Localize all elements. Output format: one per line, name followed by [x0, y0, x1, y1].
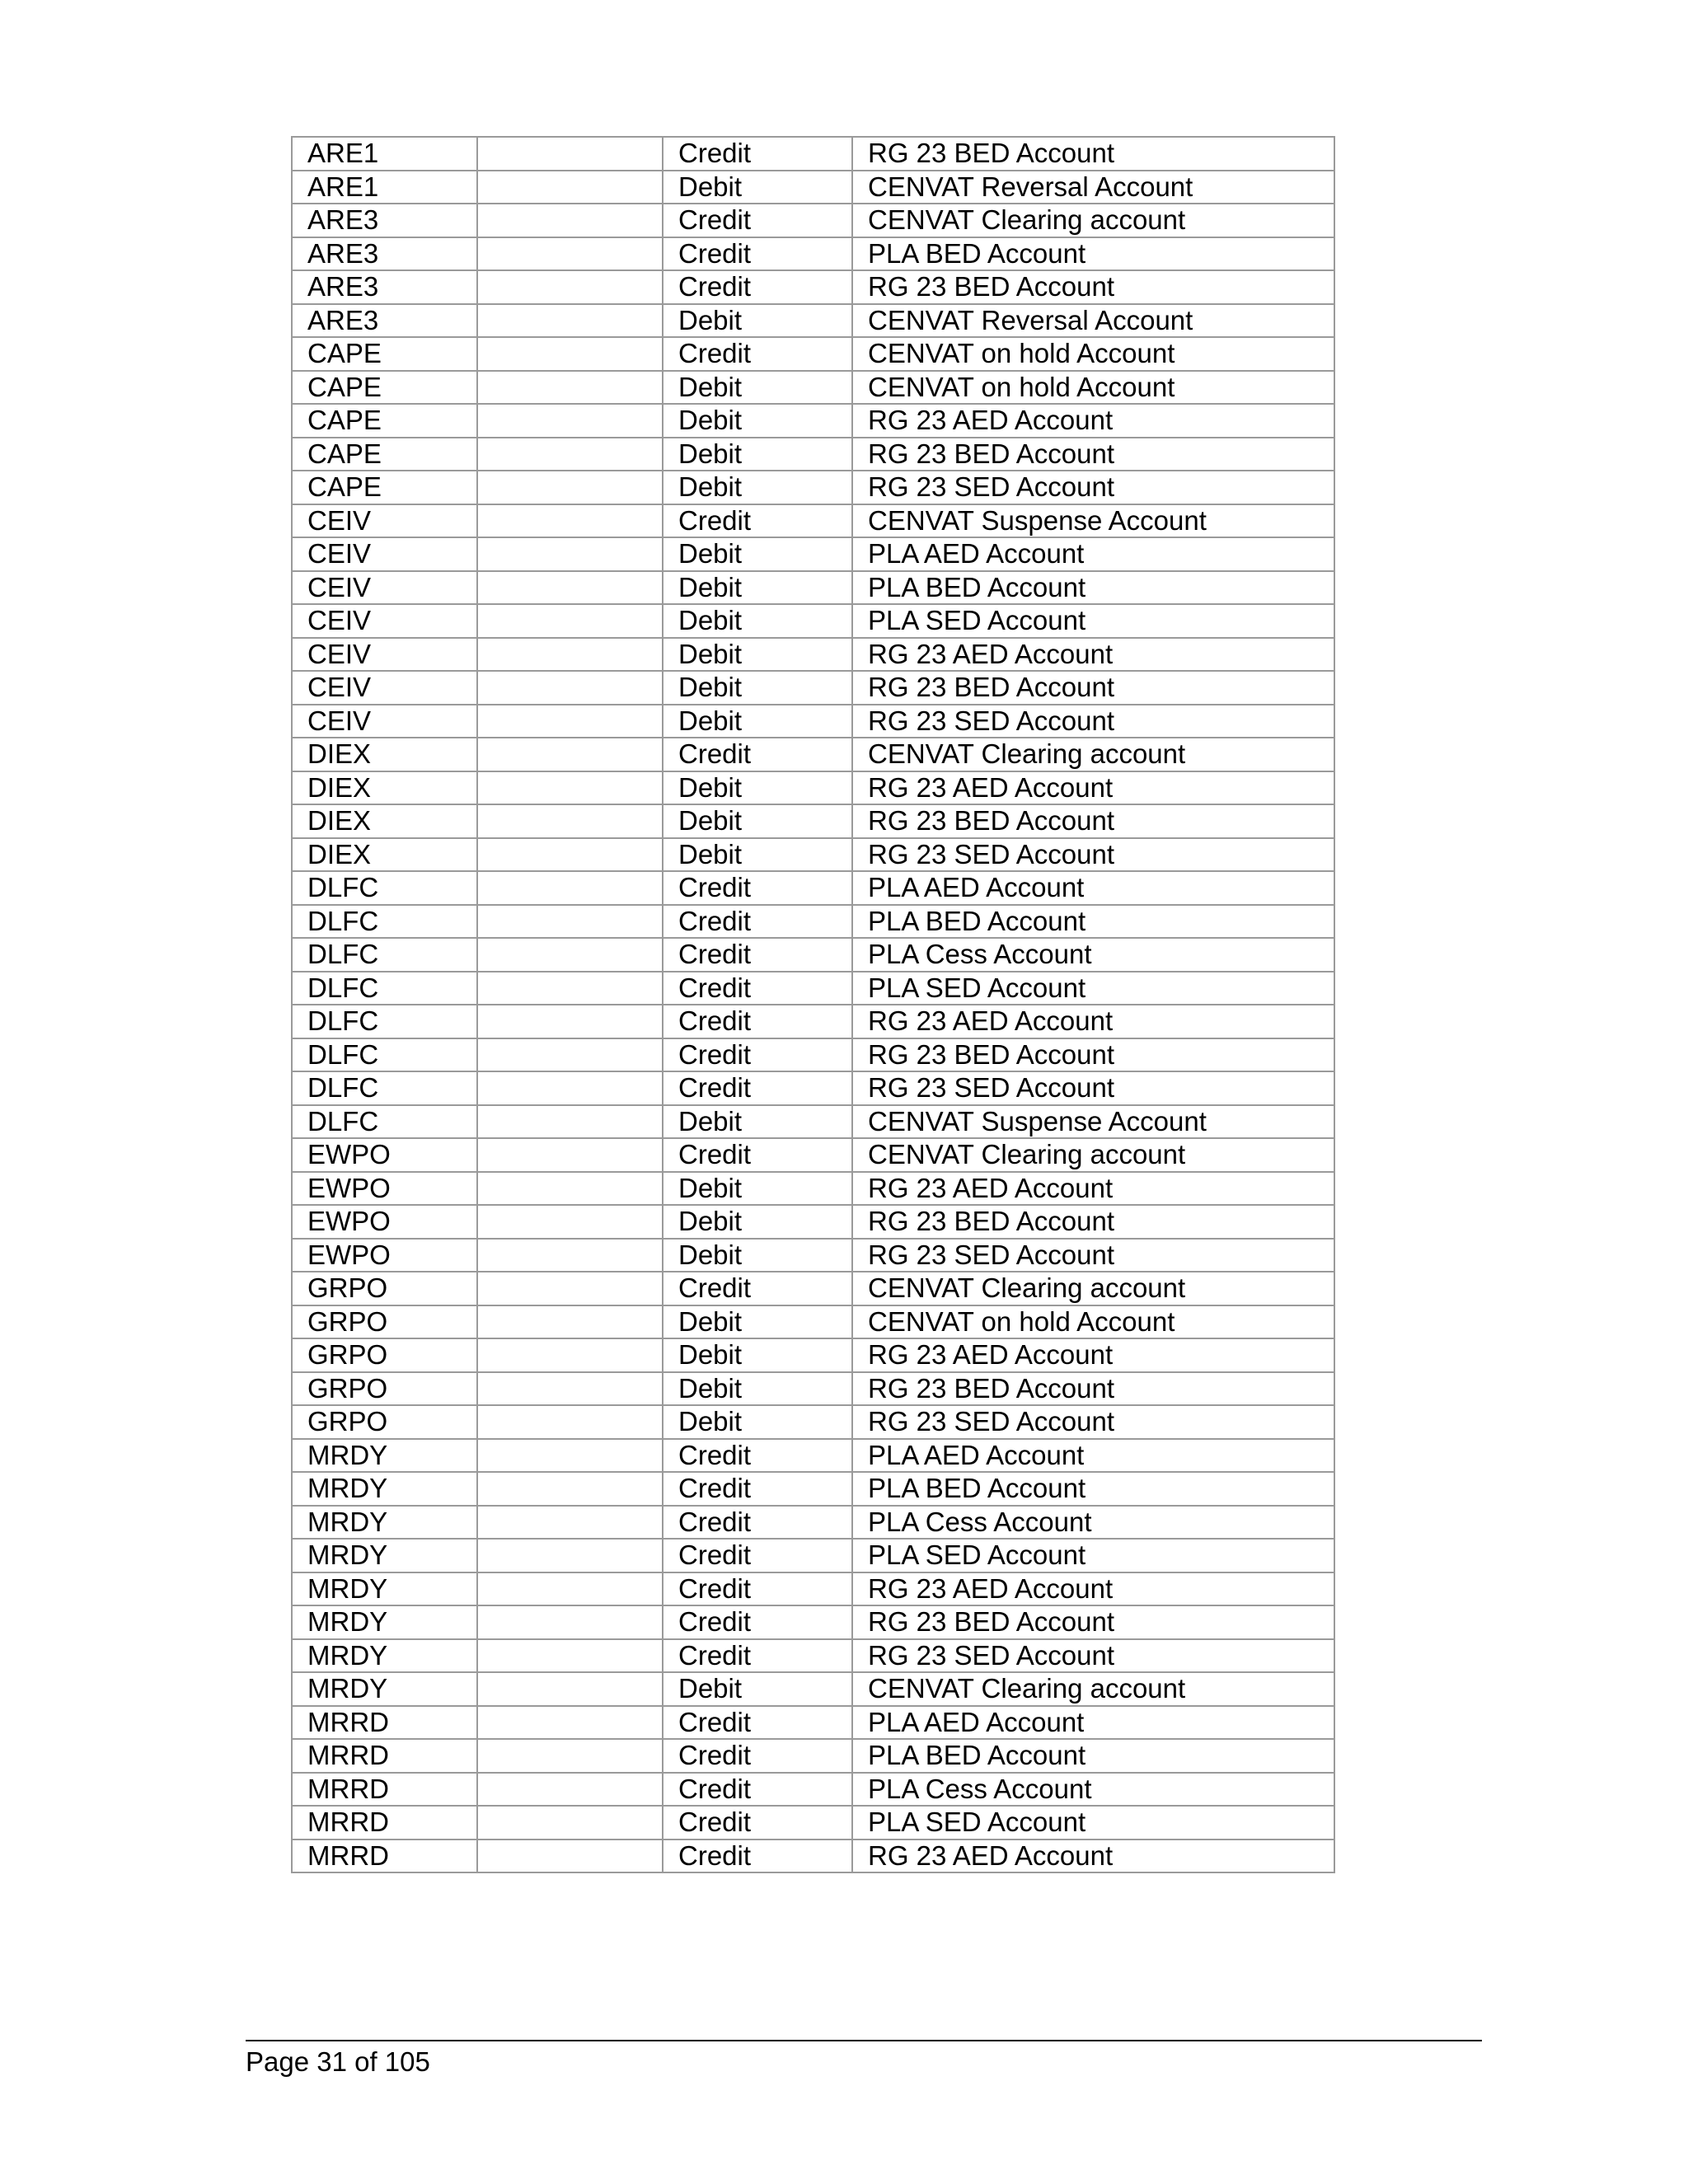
- table-body: [292, 137, 1334, 1872]
- document-type-cell: ARE1: [292, 137, 477, 171]
- blank-cell: [477, 438, 663, 471]
- account-name-cell: PLA BED Account: [852, 905, 1334, 939]
- debit-credit-cell: Credit: [663, 1739, 852, 1773]
- document-type-cell: DIEX: [292, 771, 477, 805]
- account-name-cell: PLA SED Account: [852, 972, 1334, 1005]
- blank-cell: [477, 738, 663, 771]
- debit-credit-cell: Credit: [663, 1439, 852, 1473]
- table-row: [292, 1138, 1334, 1172]
- table-row: [292, 871, 1334, 905]
- table-row: [292, 1639, 1334, 1673]
- document-type-cell: DLFC: [292, 938, 477, 972]
- debit-credit-cell: Credit: [663, 1639, 852, 1673]
- table-row: [292, 838, 1334, 872]
- document-type-cell: MRDY: [292, 1605, 477, 1639]
- account-name-cell: PLA Cess Account: [852, 1506, 1334, 1540]
- blank-cell: [477, 1806, 663, 1840]
- blank-cell: [477, 337, 663, 371]
- account-name-cell: RG 23 AED Account: [852, 1338, 1334, 1372]
- table-row: [292, 1272, 1334, 1305]
- debit-credit-cell: Credit: [663, 1038, 852, 1072]
- debit-credit-cell: Debit: [663, 471, 852, 504]
- debit-credit-cell: Credit: [663, 1806, 852, 1840]
- blank-cell: [477, 1239, 663, 1272]
- account-name-cell: PLA AED Account: [852, 1439, 1334, 1473]
- blank-cell: [477, 671, 663, 705]
- debit-credit-cell: Debit: [663, 838, 852, 872]
- document-type-cell: EWPO: [292, 1138, 477, 1172]
- account-name-cell: PLA BED Account: [852, 1739, 1334, 1773]
- account-name-cell: RG 23 AED Account: [852, 1840, 1334, 1873]
- blank-cell: [477, 1372, 663, 1406]
- document-type-cell: EWPO: [292, 1239, 477, 1272]
- account-name-cell: RG 23 AED Account: [852, 1172, 1334, 1206]
- debit-credit-cell: Credit: [663, 504, 852, 538]
- debit-credit-cell: Credit: [663, 905, 852, 939]
- table-row: [292, 1806, 1334, 1840]
- table-row: [292, 1105, 1334, 1139]
- table-row: [292, 804, 1334, 838]
- debit-credit-cell: Debit: [663, 537, 852, 571]
- document-type-cell: GRPO: [292, 1372, 477, 1406]
- document-type-cell: DLFC: [292, 1105, 477, 1139]
- debit-credit-cell: Credit: [663, 938, 852, 972]
- blank-cell: [477, 1572, 663, 1606]
- blank-cell: [477, 1539, 663, 1572]
- table-row: [292, 738, 1334, 771]
- table-row: [292, 204, 1334, 237]
- blank-cell: [477, 871, 663, 905]
- debit-credit-cell: Credit: [663, 270, 852, 304]
- document-type-cell: DLFC: [292, 1005, 477, 1038]
- debit-credit-cell: Credit: [663, 1472, 852, 1506]
- blank-cell: [477, 471, 663, 504]
- table-row: [292, 1672, 1334, 1706]
- blank-cell: [477, 1071, 663, 1105]
- debit-credit-cell: Credit: [663, 1706, 852, 1740]
- debit-credit-cell: Credit: [663, 871, 852, 905]
- table-row: [292, 337, 1334, 371]
- document-type-cell: CAPE: [292, 438, 477, 471]
- document-type-cell: MRDY: [292, 1672, 477, 1706]
- account-name-cell: CENVAT Clearing account: [852, 1272, 1334, 1305]
- blank-cell: [477, 1272, 663, 1305]
- debit-credit-cell: Debit: [663, 804, 852, 838]
- table-row: [292, 237, 1334, 271]
- blank-cell: [477, 1005, 663, 1038]
- document-type-cell: CEIV: [292, 504, 477, 538]
- table-row: [292, 905, 1334, 939]
- table-row: [292, 1472, 1334, 1506]
- document-type-cell: MRRD: [292, 1773, 477, 1807]
- blank-cell: [477, 404, 663, 438]
- table-row: [292, 1605, 1334, 1639]
- account-name-cell: CENVAT Clearing account: [852, 1672, 1334, 1706]
- table-row: [292, 1005, 1334, 1038]
- blank-cell: [477, 571, 663, 605]
- account-name-cell: CENVAT Reversal Account: [852, 171, 1334, 204]
- blank-cell: [477, 1472, 663, 1506]
- account-name-cell: PLA AED Account: [852, 1706, 1334, 1740]
- account-name-cell: CENVAT on hold Account: [852, 337, 1334, 371]
- document-type-cell: ARE1: [292, 171, 477, 204]
- blank-cell: [477, 1105, 663, 1139]
- blank-cell: [477, 1405, 663, 1439]
- document-type-cell: DLFC: [292, 1038, 477, 1072]
- blank-cell: [477, 1672, 663, 1706]
- account-name-cell: CENVAT Clearing account: [852, 1138, 1334, 1172]
- debit-credit-cell: Credit: [663, 1005, 852, 1038]
- table-row: [292, 171, 1334, 204]
- table-row: [292, 1205, 1334, 1239]
- account-name-cell: RG 23 BED Account: [852, 671, 1334, 705]
- document-type-cell: ARE3: [292, 270, 477, 304]
- debit-credit-cell: Credit: [663, 1272, 852, 1305]
- document-type-cell: CEIV: [292, 638, 477, 672]
- table-row: [292, 1706, 1334, 1740]
- blank-cell: [477, 204, 663, 237]
- document-type-cell: DLFC: [292, 1071, 477, 1105]
- account-name-cell: CENVAT on hold Account: [852, 1305, 1334, 1339]
- table-row: [292, 671, 1334, 705]
- document-type-cell: DLFC: [292, 972, 477, 1005]
- account-name-cell: RG 23 SED Account: [852, 1071, 1334, 1105]
- account-name-cell: CENVAT Clearing account: [852, 204, 1334, 237]
- table-row: [292, 1172, 1334, 1206]
- blank-cell: [477, 1739, 663, 1773]
- account-name-cell: RG 23 BED Account: [852, 270, 1334, 304]
- account-name-cell: CENVAT Suspense Account: [852, 1105, 1334, 1139]
- debit-credit-cell: Credit: [663, 1605, 852, 1639]
- document-type-cell: DLFC: [292, 905, 477, 939]
- document-type-cell: MRDY: [292, 1639, 477, 1673]
- blank-cell: [477, 771, 663, 805]
- document-type-cell: GRPO: [292, 1305, 477, 1339]
- table-row: [292, 537, 1334, 571]
- account-name-cell: RG 23 AED Account: [852, 1572, 1334, 1606]
- blank-cell: [477, 1439, 663, 1473]
- table-row: [292, 404, 1334, 438]
- document-type-cell: GRPO: [292, 1405, 477, 1439]
- blank-cell: [477, 905, 663, 939]
- account-name-cell: RG 23 SED Account: [852, 1239, 1334, 1272]
- debit-credit-cell: Debit: [663, 438, 852, 471]
- table-row: [292, 438, 1334, 471]
- account-name-cell: RG 23 SED Account: [852, 471, 1334, 504]
- account-name-cell: CENVAT Clearing account: [852, 738, 1334, 771]
- blank-cell: [477, 1840, 663, 1873]
- table-row: [292, 1338, 1334, 1372]
- debit-credit-cell: Debit: [663, 371, 852, 405]
- account-name-cell: PLA SED Account: [852, 604, 1334, 638]
- table-row: [292, 1038, 1334, 1072]
- debit-credit-cell: Debit: [663, 171, 852, 204]
- document-type-cell: GRPO: [292, 1272, 477, 1305]
- table-row: [292, 1305, 1334, 1339]
- account-name-cell: PLA BED Account: [852, 571, 1334, 605]
- debit-credit-cell: Credit: [663, 1071, 852, 1105]
- debit-credit-cell: Debit: [663, 1338, 852, 1372]
- document-type-cell: CEIV: [292, 671, 477, 705]
- debit-credit-cell: Debit: [663, 1105, 852, 1139]
- document-type-cell: MRDY: [292, 1539, 477, 1572]
- account-name-cell: RG 23 SED Account: [852, 1405, 1334, 1439]
- document-type-cell: CAPE: [292, 404, 477, 438]
- account-name-cell: RG 23 BED Account: [852, 1605, 1334, 1639]
- table-row: [292, 270, 1334, 304]
- blank-cell: [477, 371, 663, 405]
- blank-cell: [477, 1706, 663, 1740]
- blank-cell: [477, 237, 663, 271]
- document-type-cell: MRRD: [292, 1739, 477, 1773]
- debit-credit-cell: Credit: [663, 1506, 852, 1540]
- account-name-cell: RG 23 AED Account: [852, 771, 1334, 805]
- debit-credit-cell: Debit: [663, 1239, 852, 1272]
- document-type-cell: ARE3: [292, 204, 477, 237]
- blank-cell: [477, 1205, 663, 1239]
- account-name-cell: RG 23 BED Account: [852, 137, 1334, 171]
- account-name-cell: RG 23 BED Account: [852, 1205, 1334, 1239]
- blank-cell: [477, 1773, 663, 1807]
- debit-credit-cell: Credit: [663, 1572, 852, 1606]
- debit-credit-cell: Credit: [663, 1840, 852, 1873]
- table-row: [292, 304, 1334, 338]
- document-type-cell: MRDY: [292, 1472, 477, 1506]
- debit-credit-cell: Credit: [663, 204, 852, 237]
- table-row: [292, 571, 1334, 605]
- table-row: [292, 1506, 1334, 1540]
- blank-cell: [477, 1305, 663, 1339]
- blank-cell: [477, 171, 663, 204]
- account-name-cell: PLA Cess Account: [852, 938, 1334, 972]
- document-type-cell: CEIV: [292, 705, 477, 738]
- account-name-cell: PLA AED Account: [852, 537, 1334, 571]
- account-name-cell: RG 23 SED Account: [852, 705, 1334, 738]
- account-name-cell: RG 23 AED Account: [852, 638, 1334, 672]
- blank-cell: [477, 137, 663, 171]
- debit-credit-cell: Debit: [663, 705, 852, 738]
- document-type-cell: EWPO: [292, 1172, 477, 1206]
- blank-cell: [477, 1138, 663, 1172]
- debit-credit-cell: Debit: [663, 1305, 852, 1339]
- debit-credit-cell: Credit: [663, 1539, 852, 1572]
- table-row: [292, 604, 1334, 638]
- document-type-cell: DIEX: [292, 804, 477, 838]
- table-row: [292, 972, 1334, 1005]
- account-name-cell: PLA SED Account: [852, 1806, 1334, 1840]
- account-name-cell: CENVAT Reversal Account: [852, 304, 1334, 338]
- table-row: [292, 938, 1334, 972]
- blank-cell: [477, 972, 663, 1005]
- document-type-cell: CAPE: [292, 337, 477, 371]
- document-type-cell: DIEX: [292, 838, 477, 872]
- debit-credit-cell: Credit: [663, 137, 852, 171]
- debit-credit-cell: Debit: [663, 638, 852, 672]
- account-name-cell: RG 23 SED Account: [852, 1639, 1334, 1673]
- table-row: [292, 1539, 1334, 1572]
- document-type-cell: CAPE: [292, 371, 477, 405]
- debit-credit-cell: Credit: [663, 337, 852, 371]
- debit-credit-cell: Debit: [663, 1405, 852, 1439]
- debit-credit-cell: Debit: [663, 771, 852, 805]
- table-row: [292, 371, 1334, 405]
- blank-cell: [477, 304, 663, 338]
- document-type-cell: GRPO: [292, 1338, 477, 1372]
- blank-cell: [477, 1506, 663, 1540]
- blank-cell: [477, 1639, 663, 1673]
- account-name-cell: CENVAT on hold Account: [852, 371, 1334, 405]
- account-name-cell: RG 23 AED Account: [852, 404, 1334, 438]
- blank-cell: [477, 270, 663, 304]
- debit-credit-cell: Debit: [663, 604, 852, 638]
- blank-cell: [477, 1038, 663, 1072]
- document-type-cell: MRRD: [292, 1806, 477, 1840]
- footer-divider: [246, 2040, 1482, 2041]
- table-row: [292, 638, 1334, 672]
- debit-credit-cell: Credit: [663, 738, 852, 771]
- blank-cell: [477, 504, 663, 538]
- account-name-cell: RG 23 BED Account: [852, 1372, 1334, 1406]
- blank-cell: [477, 804, 663, 838]
- blank-cell: [477, 604, 663, 638]
- account-name-cell: PLA BED Account: [852, 1472, 1334, 1506]
- debit-credit-cell: Credit: [663, 972, 852, 1005]
- document-type-cell: CAPE: [292, 471, 477, 504]
- blank-cell: [477, 1338, 663, 1372]
- document-type-cell: MRDY: [292, 1506, 477, 1540]
- table-row: [292, 705, 1334, 738]
- blank-cell: [477, 705, 663, 738]
- table-row: [292, 1572, 1334, 1606]
- table-row: [292, 1071, 1334, 1105]
- table-row: [292, 1840, 1334, 1873]
- account-mapping-table: [291, 136, 1335, 1873]
- page-number: Page 31 of 105: [246, 2046, 430, 2077]
- document-type-cell: ARE3: [292, 304, 477, 338]
- debit-credit-cell: Credit: [663, 1138, 852, 1172]
- debit-credit-cell: Debit: [663, 671, 852, 705]
- document-type-cell: DLFC: [292, 871, 477, 905]
- account-name-cell: RG 23 BED Account: [852, 1038, 1334, 1072]
- document-type-cell: MRDY: [292, 1572, 477, 1606]
- account-name-cell: RG 23 BED Account: [852, 438, 1334, 471]
- table-row: [292, 137, 1334, 171]
- document-type-cell: CEIV: [292, 604, 477, 638]
- debit-credit-cell: Debit: [663, 304, 852, 338]
- account-name-cell: PLA AED Account: [852, 871, 1334, 905]
- account-name-cell: RG 23 AED Account: [852, 1005, 1334, 1038]
- debit-credit-cell: Debit: [663, 1172, 852, 1206]
- debit-credit-cell: Debit: [663, 404, 852, 438]
- table-row: [292, 1372, 1334, 1406]
- table-row: [292, 1405, 1334, 1439]
- blank-cell: [477, 537, 663, 571]
- blank-cell: [477, 938, 663, 972]
- table-row: [292, 1773, 1334, 1807]
- blank-cell: [477, 838, 663, 872]
- debit-credit-cell: Debit: [663, 1372, 852, 1406]
- document-type-cell: MRRD: [292, 1706, 477, 1740]
- document-type-cell: MRRD: [292, 1840, 477, 1873]
- account-name-cell: PLA Cess Account: [852, 1773, 1334, 1807]
- blank-cell: [477, 638, 663, 672]
- debit-credit-cell: Credit: [663, 1773, 852, 1807]
- blank-cell: [477, 1605, 663, 1639]
- document-type-cell: ARE3: [292, 237, 477, 271]
- table-row: [292, 471, 1334, 504]
- debit-credit-cell: Debit: [663, 571, 852, 605]
- debit-credit-cell: Debit: [663, 1205, 852, 1239]
- document-type-cell: DIEX: [292, 738, 477, 771]
- debit-credit-cell: Debit: [663, 1672, 852, 1706]
- account-name-cell: PLA SED Account: [852, 1539, 1334, 1572]
- account-name-cell: PLA BED Account: [852, 237, 1334, 271]
- document-type-cell: CEIV: [292, 571, 477, 605]
- account-name-cell: CENVAT Suspense Account: [852, 504, 1334, 538]
- table-row: [292, 504, 1334, 538]
- document-type-cell: CEIV: [292, 537, 477, 571]
- table-row: [292, 1439, 1334, 1473]
- table-row: [292, 771, 1334, 805]
- table-row: [292, 1239, 1334, 1272]
- table-row: [292, 1739, 1334, 1773]
- account-name-cell: RG 23 BED Account: [852, 804, 1334, 838]
- account-name-cell: RG 23 SED Account: [852, 838, 1334, 872]
- debit-credit-cell: Credit: [663, 237, 852, 271]
- document-type-cell: MRDY: [292, 1439, 477, 1473]
- document-type-cell: EWPO: [292, 1205, 477, 1239]
- blank-cell: [477, 1172, 663, 1206]
